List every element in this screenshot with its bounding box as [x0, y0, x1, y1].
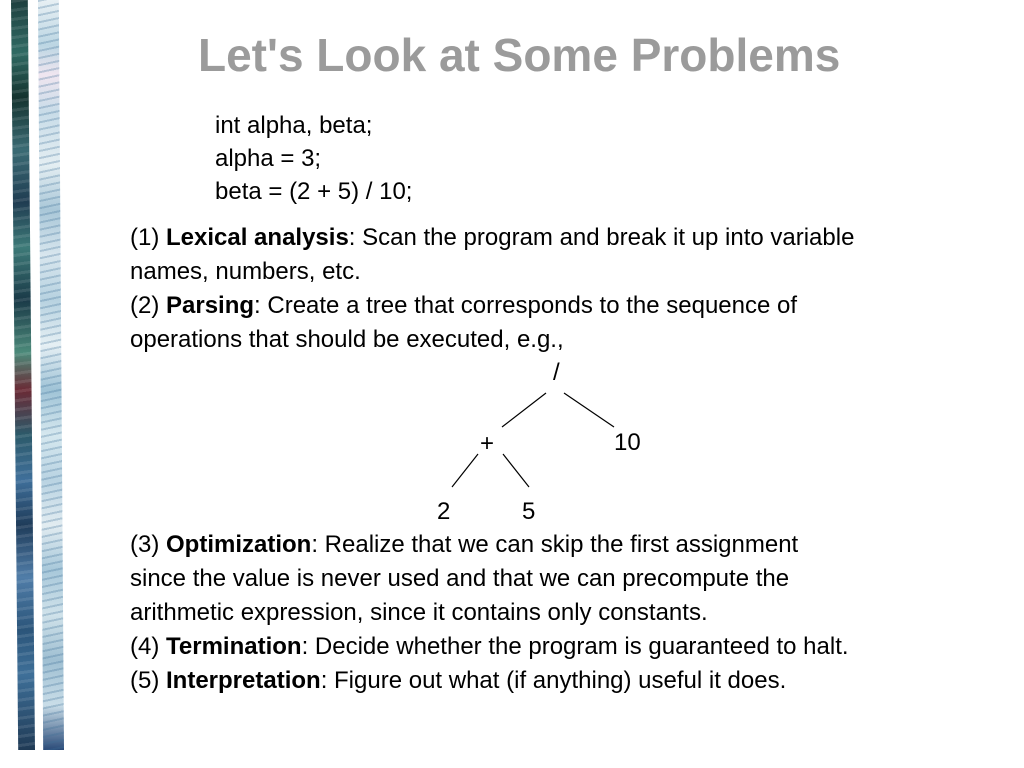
step-text: arithmetic expression, since it contains only constants. [130, 599, 708, 626]
step-parsing [130, 289, 797, 357]
code-line: alpha = 3; [215, 145, 322, 172]
step-number: (4) [130, 633, 166, 660]
tree-node-two: 2 [437, 498, 451, 525]
slide-title: Let's Look at Some Problems [198, 29, 841, 81]
decorative-strip-light [38, 0, 64, 750]
step-text: : Realize that we can skip the first assignment [311, 531, 799, 558]
decorative-strip-dark [11, 0, 35, 750]
step-term: Lexical analysis [166, 224, 349, 251]
step-number: (1) [130, 224, 166, 251]
tree-edge [452, 454, 478, 487]
step-text: : Scan the program and break it up into variable [348, 224, 855, 251]
step-number: (3) [130, 531, 166, 558]
step-number: (5) [130, 667, 166, 694]
tree-node-ten: 10 [614, 429, 641, 456]
step-text: names, numbers, etc. [130, 258, 361, 285]
step-text: : Decide whether the program is guaranteed to halt. [301, 633, 849, 660]
tree-node-divide: / [553, 359, 560, 386]
step-text: : Create a tree that corresponds to the sequence of [254, 292, 798, 319]
step-number: (2) [130, 292, 166, 319]
code-line: int alpha, beta; [215, 112, 373, 139]
tree-edge [503, 454, 529, 487]
step-term: Interpretation [166, 667, 321, 694]
step-optimization [130, 528, 798, 630]
step-lexical-analysis [130, 221, 854, 289]
tree-edge [564, 393, 614, 427]
step-term: Termination [166, 633, 302, 660]
step-text: operations that should be executed, e.g., [130, 326, 564, 353]
code-block [215, 109, 412, 208]
step-term: Optimization [166, 531, 312, 558]
tree-node-five: 5 [522, 498, 536, 525]
step-term: Parsing [166, 292, 255, 319]
code-line: beta = (2 + 5) / 10; [215, 178, 413, 205]
tree-node-plus: + [480, 430, 495, 457]
step-text: : Figure out what (if anything) useful it does. [320, 667, 787, 694]
step-termination [130, 630, 849, 664]
step-text: since the value is never used and that we can precompute the [130, 565, 790, 592]
tree-edge [502, 393, 546, 427]
step-interpretation [130, 664, 786, 698]
